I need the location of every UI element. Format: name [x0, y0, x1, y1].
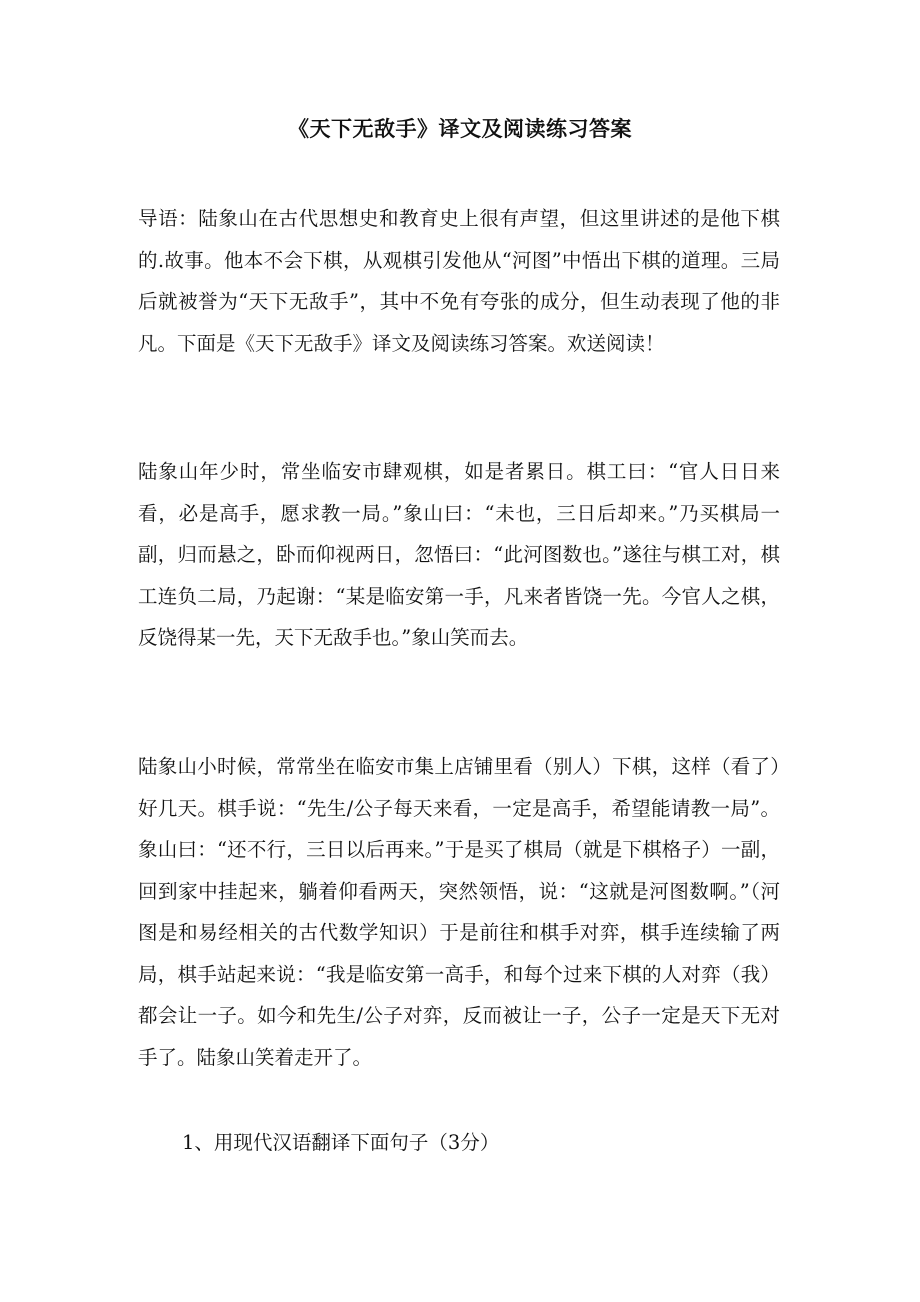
document-title: 《天下无敌手》译文及阅读练习答案 [288, 116, 632, 141]
translation-paragraph: 陆象山小时候，常常坐在临安市集上店铺里看（别人）下棋，这样（看了）好几天。棋手说：“先生/公子每天来看，一定是高手，希望能请教一局”。象山曰：“还不行，三日以后再来。”于是买了棋局（就是下棋格子）一副，回到家中挂起来，躺着仰看两天，突然领悟，说：“这就是河图数啊。”（河图是和易经相关的古代数学知识）于是前往和棋手对弈，棋手连续输了两局，棋手站起来说：“我是临安第一高手，和每个过来下棋的人对弈（我）都会让一子。如今和先生/公子对弈，反而被让一子，公子一定是天下无对手了。陆象山笑着走开了。 [138, 755, 780, 1069]
original-text-paragraph: 陆象山年少时，常坐临安市肆观棋，如是者累日。棋工曰：“官人日日来看，必是高手，愿求教一局。”象山曰：“未也，三日后却来。”乃买棋局一副，归而悬之，卧而仰视两日，忽悟曰：“此河图数也。”遂往与棋工对，棋工连负二局，乃起谢：“某是临安第一手，凡来者皆饶一先。今官人之棋，反饶得某一先，天下无敌手也。”象山笑而去。 [138, 460, 780, 649]
intro-paragraph: 导语：陆象山在古代思想史和教育史上很有声望，但这里讲述的是他下棋的.故事。他本不会下棋，从观棋引发他从“河图”中悟出下棋的道理。三局后就被誉为“天下无敌手”，其中不免有夸张的成分，但生动表现了他的非凡。下面是《天下无敌手》译文及阅读练习答案。欢送阅读！ [138, 207, 780, 355]
question-1: 1、用现代汉语翻译下面句子（3分） [182, 1131, 500, 1154]
